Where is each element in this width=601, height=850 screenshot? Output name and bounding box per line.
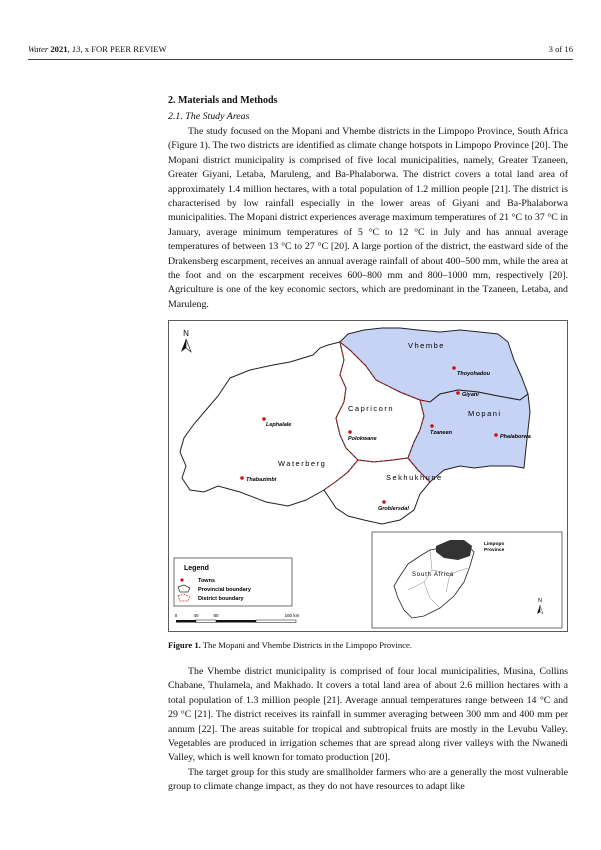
vhembe-label: Vhembe	[408, 341, 445, 350]
scale-tick: 160 km	[284, 613, 300, 618]
inset-province-label: Limpopo	[484, 542, 505, 547]
town-marker	[452, 366, 456, 370]
town-marker	[430, 424, 434, 428]
inset-country-label: South Africa	[412, 572, 454, 578]
capricorn-label: Capricorn	[348, 404, 395, 413]
legend-district-label: District boundary	[198, 596, 244, 602]
sekhukhune-label: Sekhukhune	[386, 473, 443, 482]
caption-text: The Mopani and Vhembe Districts in the Limpopo Province.	[200, 640, 412, 650]
figure-caption	[168, 640, 568, 650]
journal-year: 2021	[50, 44, 68, 54]
town-label: Thabazimbi	[246, 477, 277, 483]
subsection-title: 2.1. The Study Areas	[168, 111, 250, 122]
paragraph-1: The study focused on the Mopani and Vhembe districts in the Limpopo Province, South Africa (Figure 1). The two districts are identified as climate change hotspots in Limpopo Province [20]. The Mopani district municipality is comprised of five local municipalities, namely, Greater Tzaneen, Greater Giyani, Letaba, Maruleng, and Ba-Phalaborwa. The district covers a total land area of approximately 1.4 million hectares, with a total population of 1.2 million people [21]. The district is characterised by low rainfall especially in the lower areas of Giyani and Ba-Phalaborwa municipalities. The Mopani district experiences average maximum temperatures of 21 °C to 37 °C in January, average minimum temperatures of 5 °C to 12 °C in July and has annual average temperatures of between 13 °C to 27 °C [20]. A large portion of the district, the eastward side of the Drakensberg escarpment, receives an annual average rainfall of about 400–500 mm, while the area at the foot and on the escarpment receives 600–800 mm and 800–1000 mm, respectively [20]. Agriculture is one of the key economic sectors, which are predominant in the Tzaneen, Letaba, and Maruleng.	[168, 126, 568, 310]
inset-north-label: N	[538, 598, 542, 604]
scale-tick: 40	[193, 613, 199, 618]
town-marker	[382, 500, 386, 504]
header-suffix: , x FOR PEER REVIEW	[80, 44, 167, 54]
town-marker	[348, 430, 352, 434]
paragraph-2: The Vhembe district municipality is comprised of four local municipalities, Musina, Collins Chabane, Thulamela, and Makhado. It covers a total land area of about 2.6 million hectares with a total population of 1.3 million people [21]. Average annual temperatures range between 14 °C and 29 °C [21]. The district receives its rainfall in summer averaging between 300 mm and 400 mm per annum [22]. The areas suitable for tropical and subtropical fruits are mostly in the Levubu Valley. Vegetables are produced in irrigation schemes that are spread along river valleys with the Nwanedi Valley, which is well known for tomato production [20].	[168, 666, 568, 764]
page-header	[28, 44, 573, 60]
town-marker	[456, 391, 460, 395]
map-legend	[174, 558, 292, 606]
journal-citation: Water 2021, 13, x FOR PEER REVIEW	[28, 44, 167, 54]
section-title: 2. Materials and Methods	[168, 95, 278, 106]
town-marker	[240, 476, 244, 480]
limpopo-map	[168, 320, 568, 632]
paragraph-1-block	[168, 125, 568, 312]
paragraph-2-block	[168, 665, 568, 795]
legend-town-icon	[180, 578, 183, 581]
legend-provincial-label: Provincial boundary	[198, 587, 251, 593]
town-marker	[494, 433, 498, 437]
scale-tick: 80	[213, 613, 219, 618]
legend-towns-label: Towns	[198, 578, 216, 584]
town-marker	[262, 417, 266, 421]
journal-volume: 13	[71, 44, 81, 54]
town-label: Lephalale	[266, 422, 292, 428]
town-label: Thoyohadou	[457, 371, 490, 377]
inset-province-label-2: Province	[484, 548, 505, 553]
caption-label: Figure 1.	[168, 640, 201, 650]
journal-name: Water	[28, 44, 49, 54]
paragraph-3: The target group for this study are smallholder farmers who are a generally the most vulnerable group to climate change impact, as they do not have resources to adapt like	[168, 766, 568, 793]
mopani-label: Mopani	[468, 409, 502, 418]
town-label: Giyani	[462, 392, 479, 398]
town-label: Polokwane	[348, 436, 377, 442]
header-rule	[28, 59, 573, 60]
waterberg-label: Waterberg	[278, 459, 327, 468]
figure-1	[168, 320, 568, 632]
north-label: N	[183, 329, 189, 338]
legend-title: Legend	[184, 565, 209, 572]
town-label: Groblersdal	[378, 506, 409, 512]
town-label: Tzaneen	[430, 430, 453, 436]
inset-map	[372, 532, 562, 628]
scale-tick: 0	[174, 613, 178, 618]
page-number: 3 of 16	[548, 44, 573, 54]
town-label: Phalaborwa	[500, 434, 531, 440]
